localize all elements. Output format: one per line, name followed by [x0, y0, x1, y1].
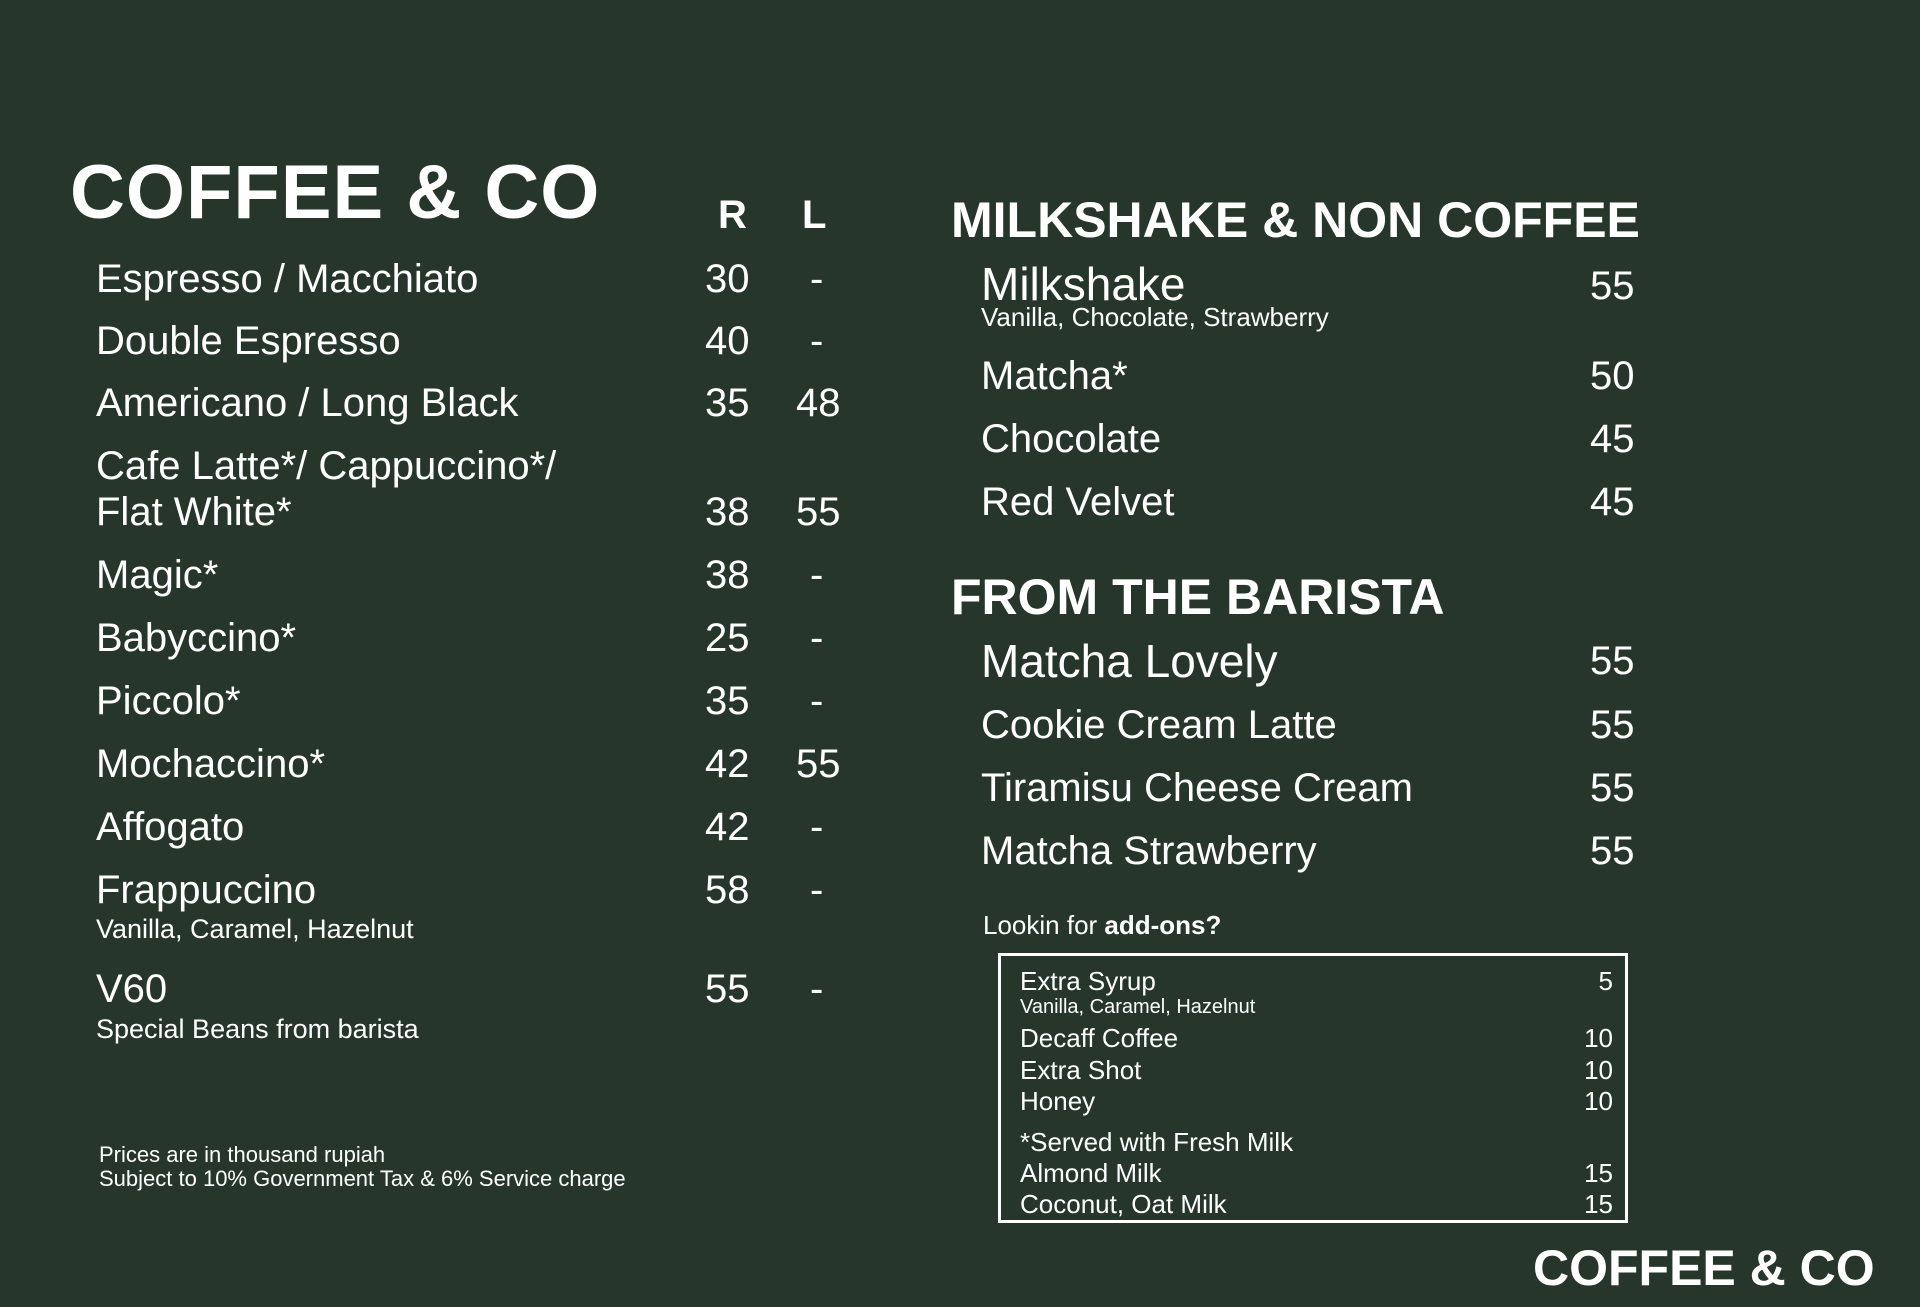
price-large: - — [810, 257, 824, 301]
price-large: - — [810, 679, 824, 723]
price-regular: 40 — [705, 319, 750, 363]
item-name: Matcha Lovely — [981, 635, 1278, 687]
price-large: 48 — [796, 381, 841, 425]
price-regular: 35 — [705, 381, 750, 425]
item-name: Red Velvet — [981, 480, 1175, 524]
addon-price: 15 — [1584, 1189, 1613, 1219]
addons-prompt-text: Lookin for — [983, 910, 1105, 940]
item-name: Double Espresso — [96, 319, 401, 363]
item-name-line1: Cafe Latte*/ Cappuccino*/ — [96, 444, 557, 488]
price-large: - — [810, 319, 824, 363]
item-name: Affogato — [96, 805, 245, 849]
price-large: 55 — [796, 490, 841, 534]
item-price: 45 — [1590, 417, 1635, 461]
addon-description: Vanilla, Caramel, Hazelnut — [1020, 996, 1256, 1018]
price-large: - — [810, 868, 824, 912]
footnote-currency: Prices are in thousand rupiah — [99, 1142, 386, 1167]
price-regular: 42 — [705, 805, 750, 849]
price-large: - — [810, 616, 824, 660]
addon-price: 10 — [1584, 1055, 1613, 1085]
section-title-barista: FROM THE BARISTA — [951, 569, 1445, 625]
item-name: Milkshake — [981, 258, 1186, 310]
addon-price: 10 — [1584, 1086, 1613, 1116]
item-description: Vanilla, Caramel, Hazelnut — [96, 914, 414, 944]
addon-name: Almond Milk — [1020, 1158, 1162, 1188]
item-name: Tiramisu Cheese Cream — [981, 766, 1413, 810]
item-name: Matcha* — [981, 354, 1128, 398]
item-name: Matcha Strawberry — [981, 829, 1317, 873]
addons-prompt-bold: add-ons? — [1104, 910, 1222, 940]
addon-name: Decaff Coffee — [1020, 1023, 1179, 1053]
item-description: Vanilla, Chocolate, Strawberry — [981, 302, 1329, 332]
addon-name: Extra Syrup — [1020, 966, 1156, 996]
addon-price: 5 — [1598, 966, 1613, 996]
item-price: 55 — [1590, 703, 1635, 747]
item-price: 45 — [1590, 480, 1635, 524]
item-name: Frappuccino — [96, 868, 317, 912]
item-price: 55 — [1590, 829, 1635, 873]
addon-price: 15 — [1584, 1158, 1613, 1188]
item-price: 55 — [1590, 264, 1635, 308]
item-price: 55 — [1590, 639, 1635, 683]
item-description: Special Beans from barista — [96, 1014, 419, 1044]
item-name: Mochaccino* — [96, 742, 326, 786]
price-regular: 35 — [705, 679, 750, 723]
addon-name: Honey — [1020, 1086, 1096, 1116]
item-price: 55 — [1590, 766, 1635, 810]
size-regular-header: R — [718, 193, 747, 237]
item-name: Espresso / Macchiato — [96, 257, 479, 301]
brand-logo-text: COFFEE & CO — [1533, 1240, 1875, 1296]
item-name: Magic* — [96, 553, 219, 597]
addon-name: Extra Shot — [1020, 1055, 1142, 1085]
size-large-header: L — [802, 193, 827, 237]
price-regular: 38 — [705, 490, 750, 534]
addon-note: *Served with Fresh Milk — [1020, 1127, 1294, 1157]
price-regular: 38 — [705, 553, 750, 597]
addon-price: 10 — [1584, 1023, 1613, 1053]
price-large: - — [810, 967, 824, 1011]
price-footnote — [99, 1143, 626, 1191]
item-name: Cookie Cream Latte — [981, 703, 1337, 747]
item-price: 50 — [1590, 354, 1635, 398]
price-large: - — [810, 553, 824, 597]
item-name: Americano / Long Black — [96, 381, 519, 425]
price-regular: 25 — [705, 616, 750, 660]
price-regular: 30 — [705, 257, 750, 301]
item-name: Piccolo* — [96, 679, 241, 723]
price-regular: 55 — [705, 967, 750, 1011]
addons-prompt — [983, 910, 1221, 940]
item-name: V60 — [96, 967, 168, 1011]
section-title-milkshake: MILKSHAKE & NON COFFEE — [951, 192, 1640, 248]
price-regular: 42 — [705, 742, 750, 786]
addons-box — [998, 953, 1628, 1223]
item-name: Chocolate — [981, 417, 1162, 461]
addon-name: Coconut, Oat Milk — [1020, 1189, 1227, 1219]
item-name: Babyccino* — [96, 616, 297, 660]
menu-title: COFFEE & CO — [70, 150, 601, 235]
price-large: 55 — [796, 742, 841, 786]
price-large: - — [810, 805, 824, 849]
item-name-line2: Flat White* — [96, 490, 292, 534]
footnote-tax: Subject to 10% Government Tax & 6% Service charge — [99, 1166, 626, 1191]
price-regular: 58 — [705, 868, 750, 912]
